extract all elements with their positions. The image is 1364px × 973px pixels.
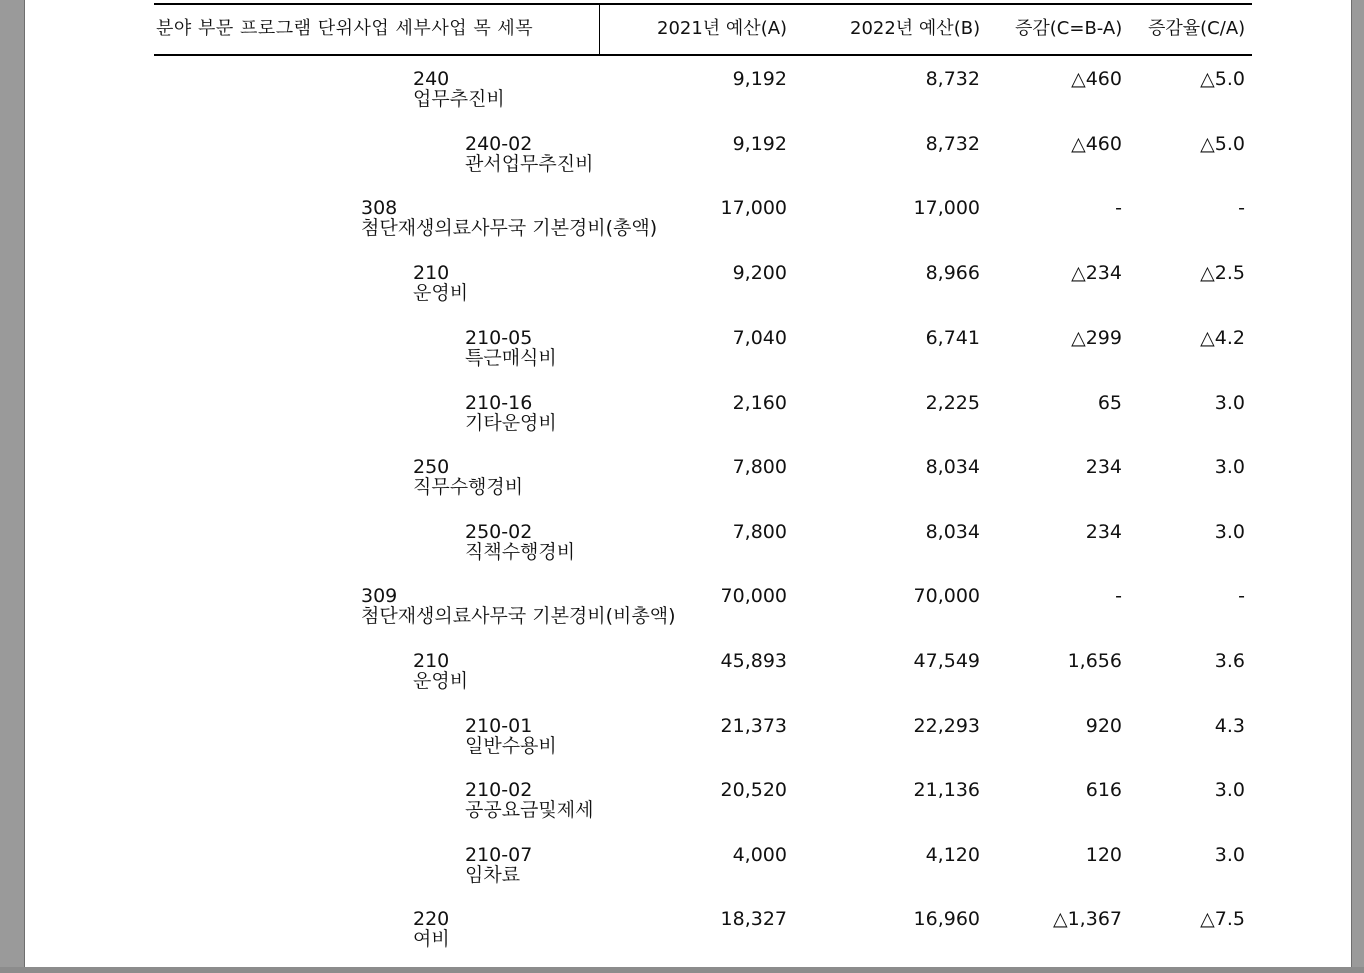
table-row — [25, 522, 1351, 586]
row-budget-2021: 45,893 — [720, 650, 787, 672]
row-code: 250-02 — [465, 521, 533, 543]
row-change: - — [1115, 585, 1122, 607]
table-row — [25, 909, 1351, 973]
row-name: 특근매식비 — [465, 347, 557, 369]
row-code: 210 — [413, 262, 450, 284]
row-budget-2022: 8,732 — [925, 68, 980, 90]
header-category: 분야 부문 프로그램 단위사업 세부사업 목 세목 — [156, 18, 534, 39]
table-row — [25, 780, 1351, 844]
row-code: 220 — [413, 908, 450, 930]
row-code: 210-07 — [465, 844, 533, 866]
row-budget-2021: 21,373 — [720, 715, 787, 737]
row-change: 616 — [1085, 779, 1122, 801]
row-name: 직무수행경비 — [413, 476, 524, 498]
row-change-rate: - — [1238, 197, 1245, 219]
row-change-rate: 4.3 — [1214, 715, 1245, 737]
row-budget-2022: 70,000 — [913, 585, 980, 607]
row-code: 210-05 — [465, 327, 533, 349]
row-change: 120 — [1085, 844, 1122, 866]
row-change-rate: 3.0 — [1214, 779, 1245, 801]
row-name: 첨단재생의료사무국 기본경비(총액) — [361, 217, 658, 239]
row-budget-2022: 21,136 — [913, 779, 980, 801]
row-budget-2022: 8,034 — [925, 456, 980, 478]
row-change: △460 — [1071, 68, 1122, 90]
row-code: 210-16 — [465, 392, 533, 414]
row-change: 234 — [1085, 521, 1122, 543]
table-row — [25, 393, 1351, 457]
row-change: 920 — [1085, 715, 1122, 737]
row-change-rate: △5.0 — [1200, 133, 1245, 155]
header-change: 증감(C=B-A) — [1015, 18, 1123, 39]
row-name: 임차료 — [465, 864, 521, 886]
table-row — [25, 457, 1351, 521]
row-name: 공공요금및제세 — [465, 799, 594, 821]
table-row — [25, 134, 1351, 198]
row-code: 309 — [361, 585, 398, 607]
row-code: 240 — [413, 68, 450, 90]
row-change-rate: 3.0 — [1214, 844, 1245, 866]
row-name: 여비 — [413, 928, 450, 950]
row-change: △1,367 — [1052, 908, 1122, 930]
row-change-rate: - — [1238, 585, 1245, 607]
row-budget-2021: 9,192 — [732, 68, 787, 90]
table-row — [25, 651, 1351, 715]
row-change: 1,656 — [1067, 650, 1122, 672]
row-change-rate: △5.0 — [1200, 68, 1245, 90]
table-row — [25, 69, 1351, 133]
row-change: 65 — [1097, 392, 1122, 414]
header-budget-2021: 2021년 예산(A) — [657, 18, 788, 39]
row-name: 기타운영비 — [465, 412, 557, 434]
row-change: △460 — [1071, 133, 1122, 155]
row-budget-2021: 17,000 — [720, 197, 787, 219]
document-page — [24, 0, 1352, 967]
row-budget-2022: 16,960 — [913, 908, 980, 930]
row-budget-2021: 18,327 — [720, 908, 787, 930]
row-budget-2021: 9,192 — [732, 133, 787, 155]
row-name: 운영비 — [413, 670, 469, 692]
row-name: 운영비 — [413, 282, 469, 304]
row-code: 240-02 — [465, 133, 533, 155]
row-code: 210 — [413, 650, 450, 672]
header-divider — [599, 5, 600, 54]
row-budget-2021: 2,160 — [732, 392, 787, 414]
row-budget-2021: 20,520 — [720, 779, 787, 801]
row-code: 250 — [413, 456, 450, 478]
table-row — [25, 198, 1351, 262]
row-change: - — [1115, 197, 1122, 219]
row-budget-2022: 22,293 — [913, 715, 980, 737]
row-budget-2022: 17,000 — [913, 197, 980, 219]
row-budget-2022: 2,225 — [925, 392, 980, 414]
row-change-rate: 3.0 — [1214, 521, 1245, 543]
row-name: 직책수행경비 — [465, 541, 576, 563]
row-change: △299 — [1071, 327, 1122, 349]
row-budget-2021: 4,000 — [732, 844, 787, 866]
row-code: 210-02 — [465, 779, 533, 801]
row-change-rate: △4.2 — [1200, 327, 1245, 349]
table-row — [25, 586, 1351, 650]
row-budget-2021: 7,800 — [732, 456, 787, 478]
table-top-rule — [154, 3, 1252, 5]
row-budget-2022: 47,549 — [913, 650, 980, 672]
row-code: 308 — [361, 197, 398, 219]
table-row — [25, 328, 1351, 392]
row-change-rate: 3.6 — [1214, 650, 1245, 672]
table-row — [25, 263, 1351, 327]
row-budget-2021: 9,200 — [732, 262, 787, 284]
row-change: △234 — [1071, 262, 1122, 284]
row-budget-2021: 7,800 — [732, 521, 787, 543]
row-change: 234 — [1085, 456, 1122, 478]
row-budget-2022: 6,741 — [925, 327, 980, 349]
row-name: 관서업무추진비 — [465, 153, 594, 175]
header-change-rate: 증감율(C/A) — [1148, 18, 1246, 39]
row-name: 일반수용비 — [465, 735, 557, 757]
row-budget-2022: 8,966 — [925, 262, 980, 284]
row-budget-2022: 8,034 — [925, 521, 980, 543]
table-row — [25, 845, 1351, 909]
row-name: 업무추진비 — [413, 88, 505, 110]
table-header-rule — [154, 54, 1252, 56]
row-code: 210-01 — [465, 715, 533, 737]
row-change-rate: △2.5 — [1200, 262, 1245, 284]
row-change-rate: 3.0 — [1214, 392, 1245, 414]
row-budget-2021: 7,040 — [732, 327, 787, 349]
row-change-rate: △7.5 — [1200, 908, 1245, 930]
row-name: 첨단재생의료사무국 기본경비(비총액) — [361, 605, 676, 627]
row-budget-2022: 8,732 — [925, 133, 980, 155]
row-change-rate: 3.0 — [1214, 456, 1245, 478]
row-budget-2022: 4,120 — [925, 844, 980, 866]
table-row — [25, 716, 1351, 780]
header-budget-2022: 2022년 예산(B) — [850, 18, 981, 39]
row-budget-2021: 70,000 — [720, 585, 787, 607]
